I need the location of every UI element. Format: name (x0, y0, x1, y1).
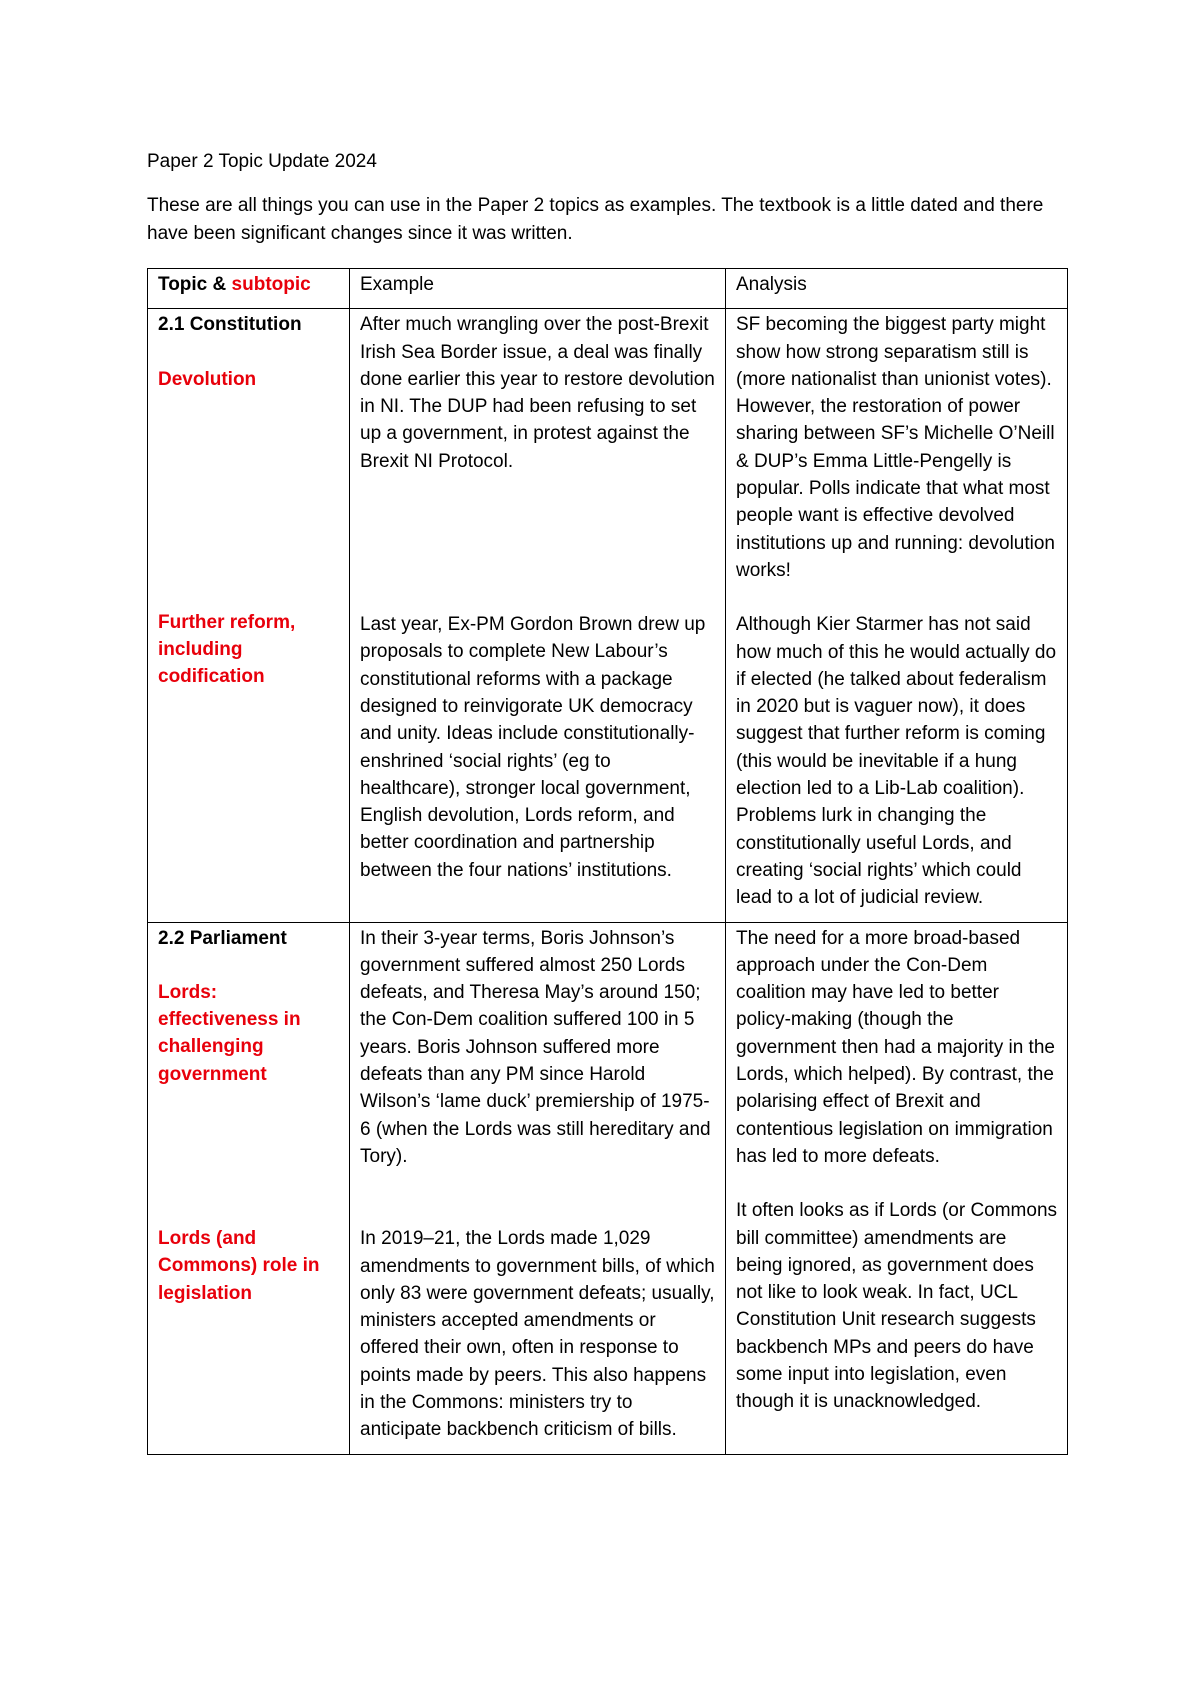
intro-paragraph: These are all things you can use in the Paper 2 topics as examples. The textbook is a little dated and there have been significant changes since it was written. (147, 195, 1044, 244)
topic-heading: 2.1 Constitution (158, 314, 302, 336)
analysis-text: It often looks as if Lords (or Commons bill committee) amendments are being ignored, as government does not like to look weak. In fact, UCL Constitution Unit research suggests backbench MPs and peers do have some input into legislation, even though it is unacknowledged. (736, 1200, 1058, 1413)
header-analysis: Analysis (726, 269, 1068, 309)
example-text: After much wrangling over the post-Brexit Irish Sea Border issue, a deal was finally done earlier this year to restore devolution in NI. The DUP had been refusing to set up a government, in protest against the Brexit NI Protocol. (360, 314, 715, 472)
header-example: Example (350, 269, 726, 309)
analysis-text: Although Kier Starmer has not said how much of this he would actually do if elected (he talked about federalism in 2020 but is vaguer now), it does suggest that further reform is coming (this would be inevitable if a hung election led to a Lib-Lab coalition). Problems lurk in changing the constitutionally useful Lords, and creating ‘social rights’ which could lead to a lot of judicial review. (736, 614, 1057, 909)
subtopic-label: Further reform, including codification (158, 611, 296, 688)
table-row (148, 922, 1068, 1454)
example-text: Last year, Ex-PM Gordon Brown drew up proposals to complete New Labour’s constitutional reforms with a package designed to reinvigorate UK democracy and unity. Ideas include constitutionally-enshrined ‘social rights’ (eg to healthcare), stronger local government, English devolution, Lords reform, and better coordination and partnership between the four nations’ institutions. (360, 614, 706, 881)
topic-cell (148, 309, 350, 922)
analysis-cell (726, 922, 1068, 1454)
header-topic (148, 269, 350, 309)
example-cell (350, 922, 726, 1454)
table-header-row (148, 269, 1068, 309)
example-cell (350, 309, 726, 922)
example-text: In 2019–21, the Lords made 1,029 amendments to government bills, of which only 83 were government defeats; usually, ministers accepted amendments or offered their own, often in response to points made by peers. This also happens in the Commons: ministers try to anticipate backbench criticism of bills. (360, 1228, 715, 1441)
header-topic-label: Topic & (158, 274, 232, 295)
subtopic-label: Lords: effectiveness in challenging government (158, 981, 301, 1085)
subtopic-label: Devolution (158, 368, 257, 390)
analysis-text: SF becoming the biggest party might show how strong separatism still is (more nationalist than unionist votes). However, the restoration of power sharing between SF’s Michelle O’Neill & DUP’s Emma Little-Pengelly is popular. Polls indicate that what most people want is effective devolved institutions up and running: devolution works! (736, 314, 1056, 581)
example-text: In their 3-year terms, Boris Johnson’s government suffered almost 250 Lords defeats, and Theresa May’s around 150; the Con-Dem coalition suffered 100 in 5 years. Boris Johnson suffered more defeats than any PM since Harold Wilson’s ‘lame duck’ premiership of 1975-6 (when the Lords was still hereditary and Tory). (360, 927, 711, 1167)
analysis-text: The need for a more broad-based approach under the Con-Dem coalition may have led to better policy-making (though the government then had a majority in the Lords, which helped). By contrast, the polarising effect of Brexit and contentious legislation on immigration has led to more defeats. (736, 927, 1055, 1167)
header-subtopic-label: subtopic (231, 274, 311, 295)
topic-cell (148, 922, 350, 1454)
table-row (148, 309, 1068, 922)
analysis-cell (726, 309, 1068, 922)
page-title: Paper 2 Topic Update 2024 (147, 151, 377, 172)
subtopic-label: Lords (and Commons) role in legislation (158, 1228, 320, 1304)
topic-table (147, 268, 1068, 1455)
topic-heading: 2.2 Parliament (158, 927, 287, 949)
